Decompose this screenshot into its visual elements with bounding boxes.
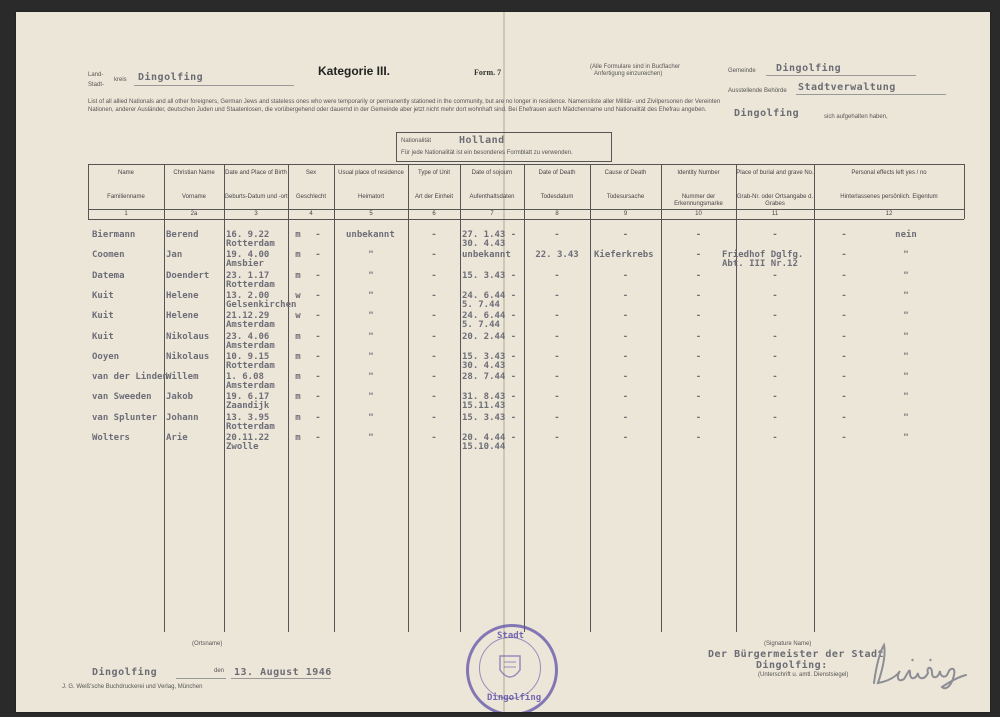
- cell-burial: -: [772, 351, 778, 362]
- column-line: [964, 164, 965, 219]
- cell-name: van Sweeden: [92, 392, 152, 403]
- signature-label: (Signature Name): [764, 641, 812, 647]
- cell-cause: -: [622, 372, 629, 383]
- cell-sojourn: 15.10.44: [462, 442, 506, 452]
- column-header-num: 11: [771, 211, 779, 217]
- cell-birth: Zaandijk: [226, 401, 270, 412]
- cell-unit: -: [431, 433, 437, 443]
- cell-effects-no: ": [903, 392, 909, 403]
- cell-unit: -: [431, 392, 437, 403]
- cell-effects-yes: -: [841, 392, 847, 403]
- behoerde-value: Stadtverwaltung: [798, 82, 896, 93]
- cell-burial: -: [772, 331, 778, 342]
- cell-sojourn: 15.11.43: [462, 401, 506, 412]
- cell-sex-dash: -: [315, 250, 321, 261]
- nationality-box: [396, 132, 612, 162]
- column-line: [460, 164, 461, 632]
- cell-identity: -: [695, 331, 702, 342]
- cell-effects-yes: -: [841, 412, 847, 423]
- cell-identity: -: [695, 433, 702, 443]
- cell-sex: m: [295, 372, 301, 383]
- cell-birth: 13. 3.95: [226, 412, 270, 423]
- cell-residence: ": [368, 392, 374, 403]
- cell-burial: Friedhof Dglfg.: [722, 250, 804, 261]
- cell-sex: m: [295, 331, 301, 342]
- column-header-en: Name: [117, 170, 134, 176]
- cell-birth: 23. 4.06: [226, 331, 270, 342]
- cell-sex: m: [295, 412, 301, 423]
- cell-birth: 1. 6.08: [226, 372, 264, 383]
- cell-sojourn: 15. 3.43 -: [462, 412, 517, 423]
- cell-cause: -: [622, 412, 629, 423]
- cell-cause: -: [622, 331, 629, 342]
- cell-unit: -: [431, 290, 437, 301]
- cell-birth: 19. 6.17: [226, 392, 270, 403]
- cell-burial: -: [772, 230, 778, 240]
- cell-effects-yes: -: [841, 433, 847, 443]
- cell-effects-no: ": [903, 270, 909, 281]
- cell-death: -: [554, 230, 560, 240]
- landkreis-label-1: Land-: [88, 72, 104, 78]
- cell-cause: -: [622, 270, 629, 281]
- column-header-en: Usual place of residence: [338, 170, 404, 176]
- column-header-de: Todesdatum: [540, 194, 574, 200]
- footer-den: den: [214, 668, 225, 674]
- column-header-num: 6: [432, 211, 436, 217]
- cell-sojourn: 24. 6.44 -: [462, 290, 517, 301]
- cell-sojourn: 20. 4.44 -: [462, 433, 517, 443]
- cell-birth: Rotterdam: [226, 360, 275, 371]
- cell-effects-yes: -: [841, 331, 847, 342]
- cell-sojourn: 28. 7.44 -: [462, 372, 517, 383]
- footer-place: Dingolfing: [92, 667, 158, 678]
- cell-birth: Rotterdam: [226, 421, 275, 432]
- cell-death: -: [554, 372, 560, 383]
- column-header-de: Hinterlassenes persönlich. Eigentum: [840, 194, 938, 200]
- official-stamp: [466, 624, 558, 712]
- cell-effects-no: ": [903, 372, 909, 383]
- column-header-num: 8: [555, 211, 559, 217]
- column-header-en: Christian Name: [173, 170, 215, 176]
- form-sheet: [16, 12, 990, 712]
- cell-cause: -: [622, 351, 629, 362]
- column-line: [224, 164, 225, 632]
- cell-birth: 16. 9.22: [226, 230, 270, 240]
- cell-burial: -: [772, 412, 778, 423]
- cell-sojourn: 27. 1.43 -: [462, 230, 517, 240]
- stamp-text-bottom: Dingolfing: [487, 693, 542, 703]
- cell-birth: Amsterdam: [226, 381, 275, 392]
- behoerde-label: Ausstellende Behörde: [728, 88, 787, 94]
- kreis-suffix: kreis: [114, 77, 127, 83]
- cell-burial: -: [772, 372, 778, 383]
- column-header-en: Identity Number: [677, 170, 720, 176]
- cell-residence: ": [368, 270, 374, 281]
- cell-sojourn: 30. 4.43: [462, 239, 506, 249]
- cell-cause: -: [622, 230, 629, 240]
- cell-sex-dash: -: [315, 372, 321, 383]
- cell-sex-dash: -: [315, 230, 321, 240]
- cell-sex-dash: -: [315, 270, 321, 281]
- column-header-num: 2a: [190, 211, 198, 217]
- cell-cause: -: [622, 290, 629, 301]
- cell-name: Ooyen: [92, 351, 120, 362]
- cell-death: 22. 3.43: [535, 250, 579, 261]
- ortsname-label: (Ortsname): [192, 641, 223, 647]
- cell-first-name: Jakob: [166, 392, 194, 403]
- handwritten-signature: [866, 637, 981, 701]
- cell-birth: Rotterdam: [226, 279, 275, 290]
- cell-death: -: [554, 270, 560, 281]
- cell-burial: Abt. III Nr.12: [722, 259, 798, 270]
- cell-name: van Splunter: [92, 412, 158, 423]
- cell-identity: -: [695, 412, 702, 423]
- cell-effects-yes: -: [841, 311, 847, 322]
- cell-sex-dash: -: [315, 433, 321, 443]
- cell-death: -: [554, 351, 560, 362]
- cell-sex-dash: -: [315, 351, 321, 362]
- column-header-de: Nummer der Erkennungsmarke: [674, 194, 723, 207]
- cell-residence: ": [368, 250, 374, 261]
- column-header-de: Geburts-Datum und -ort: [224, 194, 288, 200]
- cell-sex: m: [295, 230, 301, 240]
- cell-effects-yes: -: [841, 372, 847, 383]
- cell-effects-yes: -: [841, 250, 847, 261]
- place-suffix: sich aufgehalten haben,: [824, 114, 888, 120]
- cell-first-name: Helene: [166, 290, 199, 301]
- cell-sex-dash: -: [315, 311, 321, 322]
- column-header-de: Grab-Nr. oder Ortsangabe d. Grabes: [736, 194, 814, 207]
- cell-identity: -: [695, 311, 702, 322]
- cell-name: Kuit: [92, 311, 114, 322]
- intro-text: List of all allied Nationals and all other foreigners, German Jews and stateless ones who were temporarily or permanently stationed in the community, but are no longer in residence. Namensliste aller Militär- und Zivilpersonen der Vereinten Nationen, anderer Ausländer, deutschen Juden und Staatenlosen, die vorübergehend oder dauernd in der Gemeinde aber jetzt nicht mehr dort wohnhaft sind. Bei Ehefrauen auch Mädchenname und Nationalität des Ehefrau angeben.: [88, 99, 721, 113]
- footer-date: 13. August 1946: [234, 667, 332, 678]
- cell-name: Biermann: [92, 230, 136, 240]
- cell-birth: 21.12.29: [226, 311, 270, 322]
- cell-first-name: Johann: [166, 412, 199, 423]
- gemeinde-value: Dingolfing: [776, 63, 842, 74]
- cell-effects-yes: -: [841, 230, 847, 240]
- signer-line-2: Dingolfing:: [756, 660, 828, 671]
- table-header-divider: [88, 209, 964, 210]
- cell-unit: -: [431, 270, 437, 281]
- place-value: Dingolfing: [734, 108, 800, 119]
- cell-first-name: Jan: [166, 250, 183, 261]
- cell-birth: Amsterdam: [226, 340, 275, 351]
- cell-first-name: Willem: [166, 372, 199, 383]
- column-header-en: Date and Place of Birth: [225, 170, 287, 176]
- cell-first-name: Helene: [166, 311, 199, 322]
- column-header-num: 12: [885, 211, 893, 217]
- cell-burial: -: [772, 433, 778, 443]
- cell-unit: -: [431, 372, 437, 383]
- column-header-num: 4: [309, 211, 313, 217]
- cell-effects-no: nein: [895, 230, 917, 240]
- cell-burial: -: [772, 311, 778, 322]
- cell-identity: -: [695, 351, 702, 362]
- stamp-text-top: Stadt: [497, 631, 525, 641]
- cell-first-name: Doendert: [166, 270, 210, 281]
- nationality-value: Holland: [459, 135, 505, 146]
- cell-identity: -: [695, 372, 702, 383]
- column-header-en: Sex: [305, 170, 317, 176]
- cell-effects-no: ": [903, 311, 909, 322]
- cell-cause: -: [622, 433, 629, 443]
- column-header-en: Cause of Death: [604, 170, 647, 176]
- form-title: Kategorie III.: [318, 64, 391, 78]
- cell-name: Kuit: [92, 331, 114, 342]
- cell-effects-no: ": [903, 290, 909, 301]
- cell-sojourn: 20. 2.44 -: [462, 331, 517, 342]
- cell-unit: -: [431, 230, 437, 240]
- cell-sojourn: 15. 3.43 -: [462, 351, 517, 362]
- cell-sex-dash: -: [315, 331, 321, 342]
- cell-first-name: Nikolaus: [166, 351, 210, 362]
- column-header-en: Date of sojourn: [471, 170, 513, 176]
- column-line: [164, 164, 165, 632]
- cell-effects-no: ": [903, 433, 909, 443]
- cell-unit: -: [431, 250, 437, 261]
- cell-cause: -: [622, 392, 629, 403]
- cell-sex: m: [295, 250, 301, 261]
- column-header-de: Vorname: [181, 194, 206, 200]
- cell-sex: w: [295, 290, 301, 301]
- cell-sex: w: [295, 311, 301, 322]
- cell-identity: -: [695, 250, 702, 261]
- cell-unit: -: [431, 331, 437, 342]
- column-header-en: Type of Unit: [417, 170, 450, 176]
- cell-death: -: [554, 392, 560, 403]
- cell-birth: 13. 2.00: [226, 290, 270, 301]
- cell-effects-yes: -: [841, 290, 847, 301]
- cell-sojourn: 15. 3.43 -: [462, 270, 517, 281]
- cell-burial: -: [772, 290, 778, 301]
- table-top-border: [88, 164, 964, 165]
- cell-sojourn: 5. 7.44: [462, 320, 500, 331]
- form-number: Form. 7: [474, 68, 502, 77]
- column-header-de: Todesursache: [606, 194, 645, 200]
- cell-name: Datema: [92, 270, 125, 281]
- cell-death: -: [554, 433, 560, 443]
- cell-unit: -: [431, 412, 437, 423]
- cell-cause: -: [622, 311, 629, 322]
- cell-residence: ": [368, 412, 374, 423]
- column-header-en: Place of burial and grave No.: [736, 170, 814, 176]
- stamp-crest-icon: [490, 648, 530, 688]
- column-header-num: 1: [124, 211, 128, 217]
- column-header-de: Geschlecht: [295, 194, 326, 200]
- gemeinde-label: Gemeinde: [728, 68, 756, 74]
- cell-sex-dash: -: [315, 290, 321, 301]
- signer-sub: (Unterschrift u. amtl. Dienstsiegel): [758, 672, 849, 678]
- cell-death: -: [554, 311, 560, 322]
- table-number-divider: [88, 219, 964, 220]
- nationality-note: Für jede Nationalität ist ein besonderes Formblatt zu verwenden.: [401, 150, 573, 156]
- cell-effects-no: ": [903, 331, 909, 342]
- cell-birth: 19. 4.00: [226, 250, 270, 261]
- column-header-num: 3: [254, 211, 258, 217]
- cell-birth: 20.11.22: [226, 433, 270, 443]
- cell-sojourn: 31. 8.43 -: [462, 392, 517, 403]
- column-header-num: 9: [623, 211, 628, 217]
- cell-effects-no: ": [903, 351, 909, 362]
- cell-effects-yes: -: [841, 270, 847, 281]
- cell-identity: -: [695, 392, 702, 403]
- cell-sex-dash: -: [315, 392, 321, 403]
- column-header-de: Heimatort: [357, 194, 384, 200]
- nationality-label: Nationalität: [401, 138, 432, 144]
- cell-death: -: [554, 290, 560, 301]
- cell-identity: -: [695, 270, 702, 281]
- cell-first-name: Arie: [166, 433, 188, 443]
- cell-birth: 23. 1.17: [226, 270, 270, 281]
- cell-residence: ": [368, 372, 374, 383]
- cell-residence: ": [368, 311, 374, 322]
- column-header-num: 5: [369, 211, 373, 217]
- column-header-num: 7: [490, 211, 494, 217]
- cell-burial: -: [772, 270, 778, 281]
- cell-name: Wolters: [92, 433, 130, 443]
- cell-sojourn: 30. 4.43: [462, 360, 506, 371]
- kreis-value: Dingolfing: [138, 72, 204, 83]
- column-header-de: Familienname: [107, 194, 145, 200]
- cell-residence: ": [368, 351, 374, 362]
- column-header-num: 10: [695, 211, 702, 217]
- cell-sojourn: unbekannt: [462, 250, 511, 261]
- column-header-en: Date of Death: [538, 170, 576, 176]
- cell-name: van der Linden: [92, 372, 168, 383]
- column-header-de: Aufenthaltsdaten: [469, 194, 515, 200]
- cell-death: -: [554, 412, 560, 423]
- cell-sojourn: 5. 7.44: [462, 299, 500, 310]
- cell-name: Kuit: [92, 290, 114, 301]
- cell-first-name: Berend: [166, 230, 199, 240]
- signer-line-1: Der Bürgermeister der Stadt: [708, 649, 885, 660]
- cell-name: Coomen: [92, 250, 125, 261]
- cell-sojourn: 24. 6.44 -: [462, 311, 517, 322]
- column-header-en: Personal effects left yes / no: [851, 170, 927, 176]
- cell-birth: Amsbier: [226, 259, 264, 270]
- submission-note-2: Anfertigung einzureichen): [594, 71, 663, 77]
- cell-sex: m: [295, 351, 301, 362]
- cell-birth: Gelsenkirchen: [226, 299, 297, 310]
- cell-burial: -: [772, 392, 778, 403]
- cell-residence: ": [368, 433, 374, 443]
- cell-effects-no: ": [903, 250, 909, 261]
- cell-residence: ": [368, 331, 374, 342]
- submission-note-1: (Alle Formulare sind in Bucflacher: [590, 64, 681, 70]
- cell-birth: Rotterdam: [226, 239, 275, 249]
- cell-death: -: [554, 331, 560, 342]
- cell-sex: m: [295, 433, 301, 443]
- cell-sex: m: [295, 392, 301, 403]
- cell-cause: Kieferkrebs: [594, 250, 654, 261]
- landkreis-label-2: Stadt-: [88, 82, 105, 88]
- cell-residence: ": [368, 290, 374, 301]
- cell-first-name: Nikolaus: [166, 331, 210, 342]
- column-header-de: Art der Einheit: [414, 194, 454, 200]
- cell-identity: -: [695, 290, 702, 301]
- cell-effects-yes: -: [841, 351, 847, 362]
- cell-sex: m: [295, 270, 301, 281]
- cell-effects-no: ": [903, 412, 909, 423]
- cell-unit: -: [431, 311, 437, 322]
- cell-identity: -: [695, 230, 702, 240]
- cell-sex-dash: -: [315, 412, 321, 423]
- cell-birth: Zwolle: [226, 442, 259, 452]
- printer-line: J. G. Weiß'sche Buchdruckerei und Verlag, München: [62, 684, 203, 690]
- cell-unit: -: [431, 351, 437, 362]
- cell-residence: unbekannt: [346, 230, 395, 240]
- cell-birth: Amsterdam: [226, 320, 275, 331]
- cell-birth: 10. 9.15: [226, 351, 270, 362]
